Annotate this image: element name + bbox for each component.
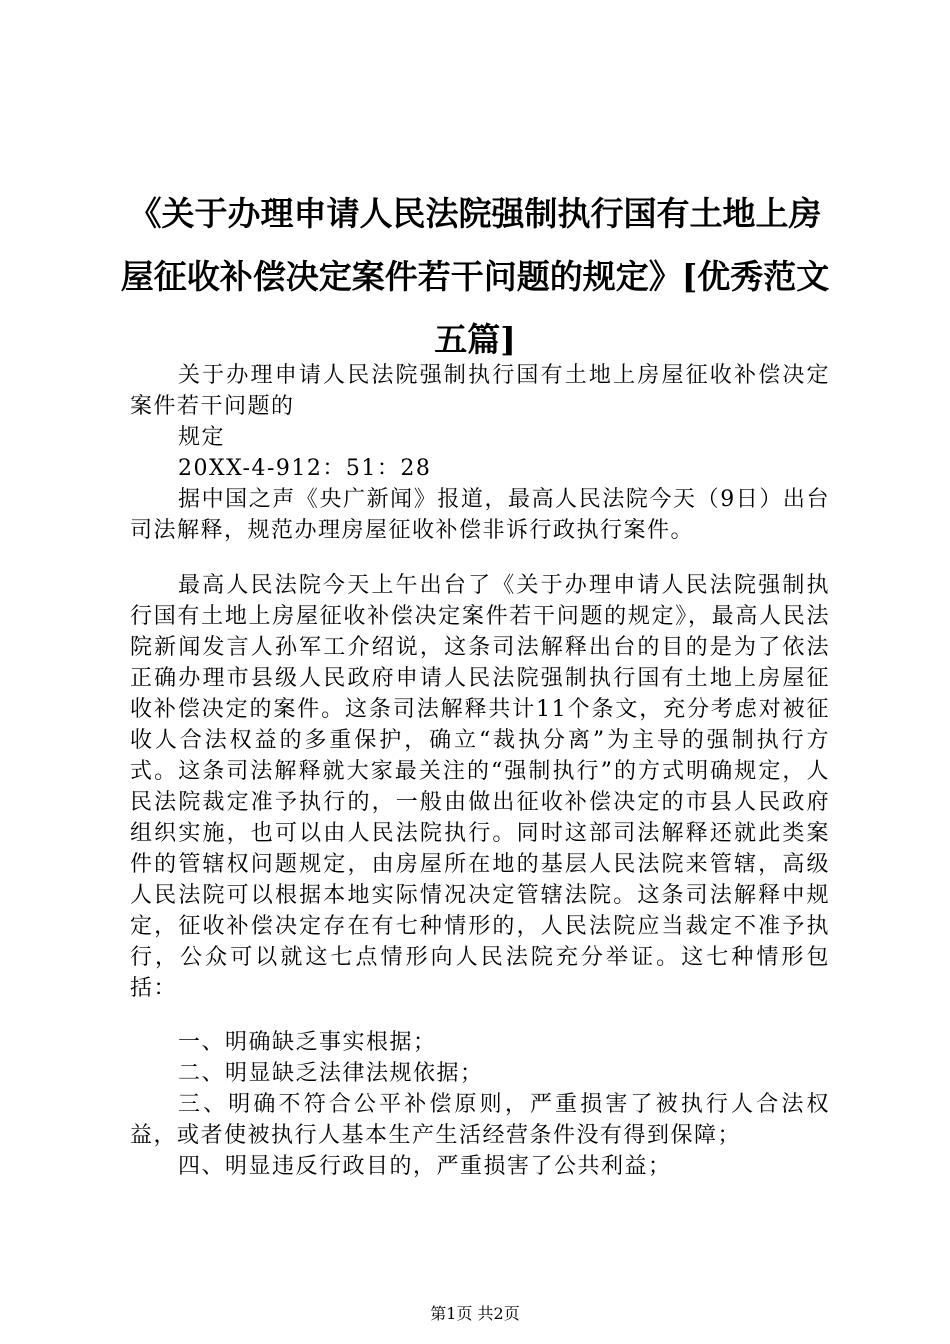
paragraph-report-intro: 据中国之声《央广新闻》报道，最高人民法院今天（9日）出台司法解释，规范办理房屋征收补偿非诉行政执行案件。 <box>130 487 830 543</box>
paragraph-main-body: 最高人民法院今天上午出台了《关于办理申请人民法院强制执行国有土地上房屋征收补偿决定案件若干问题的规定》，最高人民法院新闻发言人孙军工介绍说，这条司法解释出台的目的是为了依法正确办理市县级人民政府申请人民法院强制执行国有土地上房屋征收补偿决定的案件。这条司法解释共计11个条文，充分考虑对被征收人合法权益的多重保护，确立“裁执分离”为主导的强制执行方式。这条司法解释就大家最关注的“强制执行”的方式明确规定，人民法院裁定准予执行的，一般由做出征收补偿决定的市县人民政府组织实施，也可以由人民法院执行。同时这部司法解释还就此类案件的管辖权问题规定，由房屋所在地的基层人民法院来管辖，高级人民法院可以根据本地实际情况决定管辖法院。这条司法解释中规定，征收补偿决定存在有七种情形的，人民法院应当裁定不准予执行，公众可以就这七点情形向人民法院充分举证。这七种情形包括： <box>130 573 830 1001</box>
paragraph-timestamp: 20XX-4-912：51：28 <box>178 456 432 481</box>
page-number-footer: 第1页 共2页 <box>430 1304 520 1323</box>
paragraph-heading: 关于办理申请人民法院强制执行国有土地上房屋征收补偿决定案件若干问题的 <box>130 363 830 419</box>
list-item-2: 二、明显缺乏法律法规依据； <box>178 1061 484 1086</box>
list-item-4: 四、明显违反行政目的，严重损害了公共利益； <box>178 1154 672 1179</box>
document-title: 《关于办理申请人民法院强制执行国有土地上房屋征收补偿决定案件若干问题的规定》[优秀范文五篇] <box>120 194 830 359</box>
list-item-1: 一、明确缺乏事实根据； <box>178 1030 437 1055</box>
paragraph-heading-cont: 规定 <box>178 425 226 450</box>
list-item-3: 三、明确不符合公平补偿原则，严重损害了被执行人合法权益，或者使被执行人基本生产生活经营条件没有得到保障； <box>130 1092 830 1148</box>
